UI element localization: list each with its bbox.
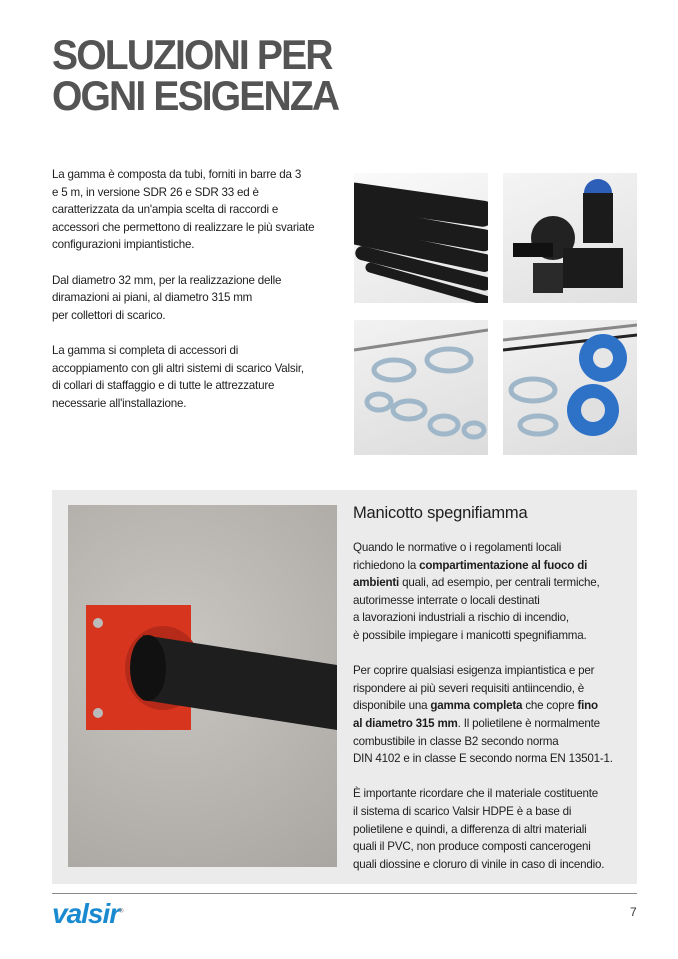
text-line: è possibile impiegare i manicotti spegnifiamma. bbox=[353, 628, 587, 642]
text-line: quali il PVC, non produce composti cancerogeni bbox=[353, 840, 591, 854]
text-line bbox=[353, 557, 643, 575]
flanges-illustration bbox=[503, 320, 637, 455]
text-line bbox=[353, 715, 643, 733]
text-line: configurazioni impiantistiche. bbox=[52, 238, 195, 252]
photo-clamps bbox=[354, 320, 488, 455]
text-line: rispondere ai più severi requisiti antiincendio, è bbox=[353, 681, 585, 695]
section-heading: Manicotto spegnifiamma bbox=[353, 504, 528, 522]
text-line: caratterizzata da un'ampia scelta di raccordi e bbox=[52, 203, 279, 217]
title-line: OGNI ESIGENZA bbox=[52, 72, 339, 119]
text-line: polietilene e quindi, a differenza di altri materiali bbox=[353, 822, 587, 836]
text-line bbox=[353, 697, 643, 715]
bold-segment: ambienti bbox=[353, 576, 400, 590]
logo-text: valsir bbox=[52, 898, 120, 929]
text-segment: che copre bbox=[522, 699, 578, 713]
bold-segment: fino bbox=[577, 699, 598, 713]
intro-paragraph-1 bbox=[52, 166, 347, 254]
page-number: 7 bbox=[630, 905, 637, 919]
box-paragraph-2 bbox=[353, 662, 643, 768]
footer-divider bbox=[52, 893, 637, 894]
text-line: di collari di staffaggio e di tutte le attrezzature bbox=[52, 379, 275, 393]
fire-sleeve-text bbox=[353, 503, 643, 891]
valsir-logo bbox=[52, 898, 123, 930]
photo-pipes bbox=[354, 173, 488, 303]
bold-segment: gamma completa bbox=[430, 699, 523, 713]
fire-sleeve-illustration bbox=[68, 505, 337, 867]
text-line: quali diossine e cloruro di vinile in caso di incendio. bbox=[353, 857, 605, 871]
text-segment: disponibile una bbox=[353, 699, 431, 713]
text-line: accoppiamento con gli altri sistemi di scarico Valsir, bbox=[52, 361, 304, 375]
text-segment: richiedono la bbox=[353, 558, 420, 572]
photo-fittings bbox=[503, 173, 637, 303]
text-line: autorimesse interrate o locali destinati bbox=[353, 593, 540, 607]
text-line: diramazioni ai piani, al diametro 315 mm bbox=[52, 291, 253, 305]
fittings-illustration bbox=[503, 173, 637, 303]
text-line: La gamma è composta da tubi, forniti in barre da 3 bbox=[52, 168, 302, 181]
text-line: Dal diametro 32 mm, per la realizzazione delle bbox=[52, 273, 282, 287]
text-segment: quali, ad esempio, per centrali termiche, bbox=[399, 576, 600, 590]
text-line: Per coprire qualsiasi esigenza impiantistica e per bbox=[353, 664, 595, 678]
text-segment: . Il polietilene è normalmente bbox=[457, 716, 600, 730]
pipes-illustration bbox=[354, 173, 488, 303]
text-line: necessarie all'installazione. bbox=[52, 396, 187, 410]
text-line: il sistema di scarico Valsir HDPE è a base di bbox=[353, 804, 572, 818]
text-line: a lavorazioni industriali a rischio di incendio, bbox=[353, 611, 569, 625]
page-title bbox=[52, 31, 339, 119]
text-line: Quando le normative o i regolamenti locali bbox=[353, 541, 562, 554]
text-line: per collettori di scarico. bbox=[52, 308, 166, 322]
clamps-illustration bbox=[354, 320, 488, 455]
registered-mark: ® bbox=[119, 908, 123, 915]
text-line: combustibile in classe B2 secondo norma bbox=[353, 734, 559, 748]
text-line: e 5 m, in versione SDR 26 e SDR 33 ed è bbox=[52, 185, 259, 199]
text-line: DIN 4102 e in classe E secondo norma EN 13501-1. bbox=[353, 752, 613, 766]
text-line bbox=[353, 574, 643, 592]
bold-segment: compartimentazione al fuoco di bbox=[419, 558, 588, 572]
text-line: La gamma si completa di accessori di bbox=[52, 343, 239, 357]
photo-fire-sleeve bbox=[68, 505, 337, 867]
box-paragraph-1 bbox=[353, 539, 643, 645]
text-line: accessori che permettono di realizzare le più svariate bbox=[52, 220, 315, 234]
box-paragraph-3 bbox=[353, 785, 643, 873]
intro-paragraph-2 bbox=[52, 272, 347, 325]
title-line: SOLUZIONI PER bbox=[52, 31, 332, 78]
intro-paragraph-3 bbox=[52, 342, 347, 412]
text-line: È importante ricordare che il materiale costituente bbox=[353, 787, 598, 801]
photo-flanges bbox=[503, 320, 637, 455]
bold-segment: al diametro 315 mm bbox=[353, 716, 458, 730]
intro-text bbox=[52, 166, 347, 430]
